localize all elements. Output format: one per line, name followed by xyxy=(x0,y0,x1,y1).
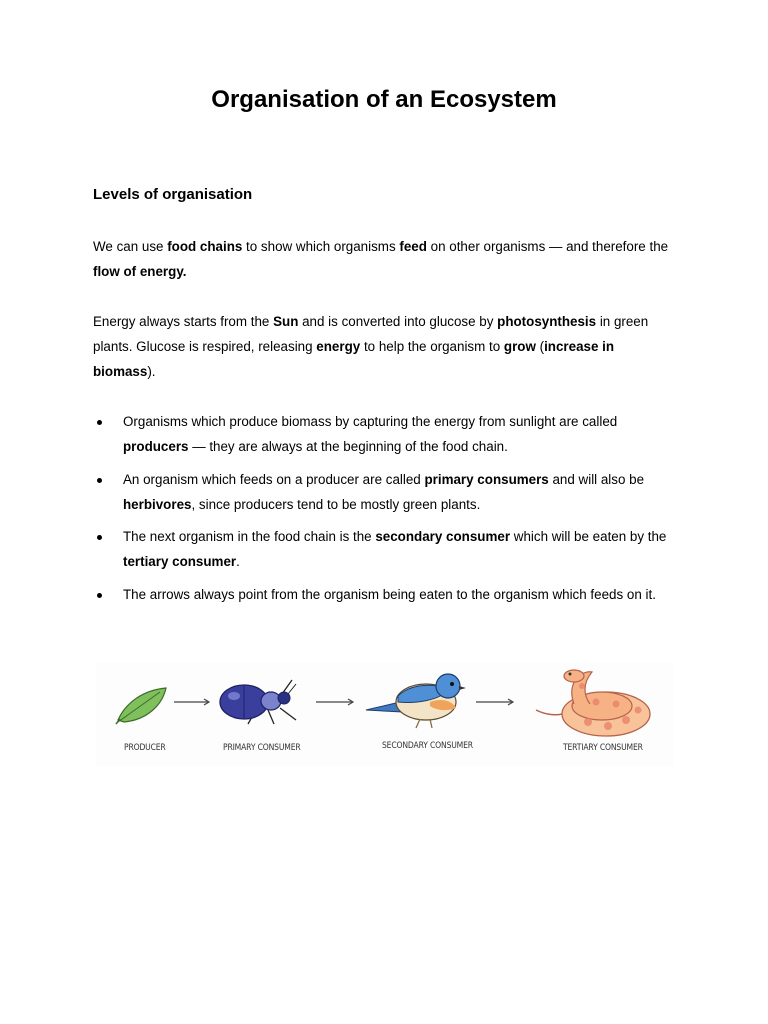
beetle-icon xyxy=(220,680,296,724)
label-tertiary-consumer: TERTIARY CONSUMER xyxy=(563,743,643,753)
bullet-icon xyxy=(97,478,102,483)
paragraph-energy: Energy always starts from the Sun and is converted into glucose by photosynthesis in green plants. Glucose is respired, releasing energy to help the organism to grow (increase in biomass). xyxy=(93,314,649,379)
label-primary-consumer: PRIMARY CONSUMER xyxy=(223,743,301,753)
page-title: Organisation of an Ecosystem xyxy=(211,86,557,113)
list-item: The next organism in the food chain is the secondary consumer which will be eaten by the tertiary consumer. xyxy=(93,524,683,574)
bullet-list xyxy=(93,409,683,614)
bullet-icon xyxy=(97,420,102,425)
arrow-icon xyxy=(174,699,209,705)
paragraph-food-chains: We can use food chains to show which organisms feed on other organisms — and therefore the flow of energy. xyxy=(93,239,669,279)
label-producer: PRODUCER xyxy=(124,743,166,753)
arrow-icon xyxy=(316,699,353,705)
list-item: The arrows always point from the organism being eaten to the organism which feeds on it. xyxy=(93,582,683,607)
list-item: Organisms which produce biomass by capturing the energy from sunlight are called producers — they are always at the beginning of the food chain. xyxy=(93,409,683,459)
section-heading: Levels of organisation xyxy=(93,186,253,203)
label-secondary-consumer: SECONDARY CONSUMER xyxy=(382,741,473,751)
arrow-icon xyxy=(476,699,513,705)
leaf-icon xyxy=(116,688,166,724)
bullet-icon xyxy=(97,593,102,598)
snake-icon xyxy=(536,670,650,736)
bullet-icon xyxy=(97,535,102,540)
list-item: An organism which feeds on a producer are called primary consumers and will also be herbivores, since producers tend to be mostly green plants. xyxy=(93,467,683,517)
bird-icon xyxy=(366,674,466,728)
